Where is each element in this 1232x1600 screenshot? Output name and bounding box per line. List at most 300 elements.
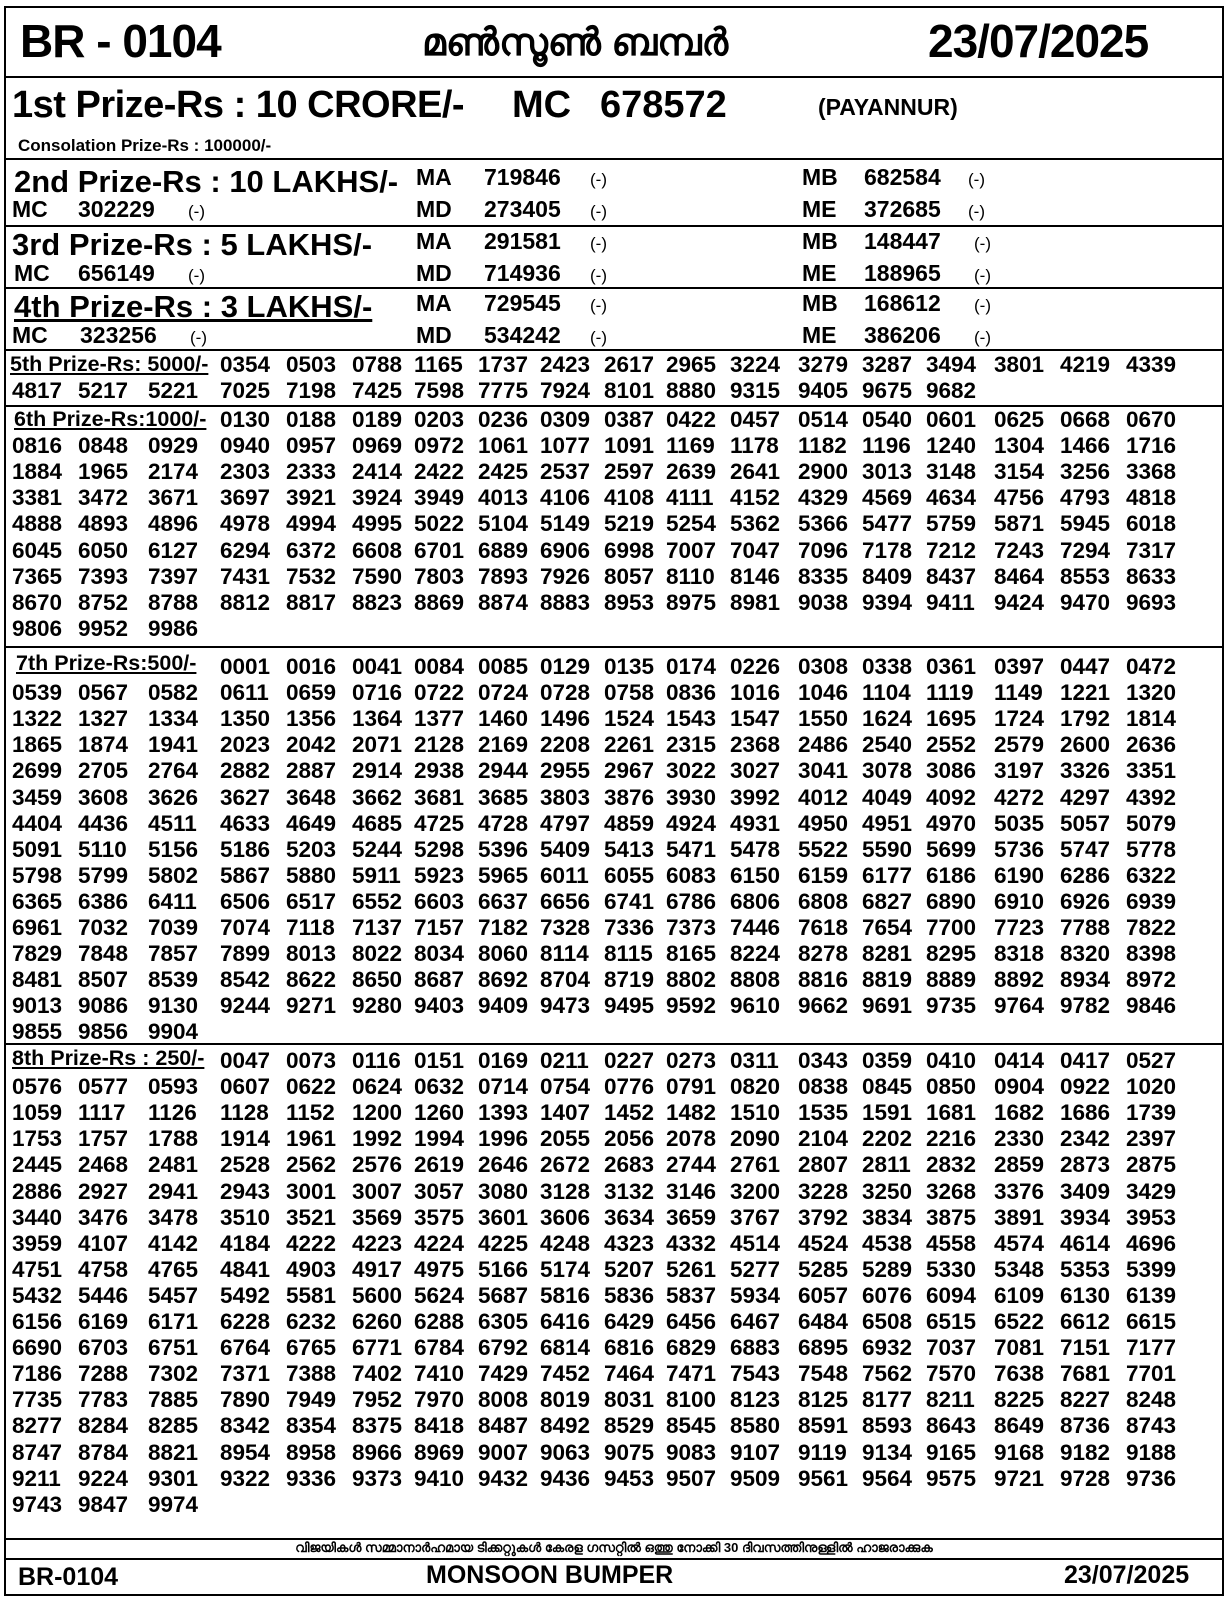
ticket-number: 5880 <box>286 862 337 888</box>
ticket-number: 6508 <box>862 1309 913 1334</box>
prize-number: 682584 <box>864 164 941 190</box>
divider <box>6 1558 1222 1560</box>
ticket-number: 4013 <box>478 485 529 511</box>
ticket-number: 6288 <box>414 1309 465 1334</box>
ticket-number: 7373 <box>666 915 717 940</box>
ticket-number: 8981 <box>730 589 781 615</box>
ticket-number: 3078 <box>862 758 913 784</box>
ticket-number: 7598 <box>414 378 465 404</box>
ticket-number: 8883 <box>540 589 591 615</box>
ticket-number: 7775 <box>478 378 529 404</box>
ticket-number: 9575 <box>926 1465 977 1491</box>
ticket-number: 4152 <box>730 485 781 511</box>
ticket-number: 3197 <box>994 758 1045 784</box>
ticket-number: 4728 <box>478 810 529 836</box>
ticket-number: 4012 <box>798 784 849 810</box>
ticket-number: 1591 <box>862 1100 913 1126</box>
ticket-number: 5353 <box>1060 1256 1111 1282</box>
ticket-number: 8869 <box>414 589 465 615</box>
ticket-number: 4223 <box>352 1230 403 1256</box>
ticket-number: 7151 <box>1060 1335 1111 1361</box>
ticket-number: 4329 <box>798 485 849 511</box>
ticket-number: 3440 <box>12 1204 63 1230</box>
prize-series: MC <box>12 196 48 222</box>
ticket-number: 1994 <box>414 1126 465 1152</box>
ticket-number: 7890 <box>220 1387 271 1413</box>
ticket-number: 8034 <box>414 941 465 967</box>
ticket-number: 7137 <box>352 915 403 940</box>
ticket-number: 2927 <box>78 1178 129 1204</box>
prize-place: (-) <box>968 202 985 221</box>
ticket-number: 7186 <box>12 1361 63 1387</box>
ticket-number: 3022 <box>666 758 717 784</box>
ticket-number: 3250 <box>862 1178 913 1204</box>
ticket-number: 1452 <box>604 1100 655 1126</box>
ticket-number: 9244 <box>220 993 271 1019</box>
ticket-number: 5687 <box>478 1282 529 1308</box>
ticket-number: 2174 <box>148 459 199 485</box>
ticket-number: 1737 <box>478 352 529 377</box>
ticket-number: 9013 <box>12 993 63 1019</box>
ticket-number: 4841 <box>220 1256 271 1282</box>
ticket-number: 0354 <box>220 352 271 377</box>
ticket-number: 4797 <box>540 810 591 836</box>
prize-series: MD <box>416 322 452 348</box>
ticket-number: 2955 <box>540 758 591 784</box>
ticket-number: 6552 <box>352 888 403 914</box>
ticket-number: 7118 <box>286 915 335 940</box>
ticket-number: 0073 <box>286 1048 337 1073</box>
ticket-number: 6127 <box>148 537 199 563</box>
ticket-number: 5261 <box>666 1256 717 1282</box>
ticket-number: 8819 <box>862 967 913 993</box>
ticket-number: 6517 <box>286 888 337 914</box>
ticket-number: 3013 <box>862 459 913 485</box>
ticket-number: 0503 <box>286 352 337 377</box>
ticket-number: 1482 <box>666 1100 717 1126</box>
ticket-number: 6372 <box>286 537 337 563</box>
ticket-number: 7893 <box>478 563 529 589</box>
ticket-number: 7735 <box>12 1387 63 1413</box>
ticket-number: 9410 <box>414 1465 465 1491</box>
ticket-number: 8649 <box>994 1413 1045 1439</box>
ticket-number: 2055 <box>540 1126 591 1152</box>
ticket-number: 0668 <box>1060 407 1111 432</box>
ticket-number: 0632 <box>414 1074 465 1100</box>
ticket-number: 8123 <box>730 1387 781 1413</box>
ticket-number: 6764 <box>220 1335 271 1361</box>
ticket-number: 1016 <box>730 680 781 706</box>
ticket-number: 0539 <box>12 680 63 706</box>
ticket-number: 3575 <box>414 1204 465 1230</box>
ticket-number: 0714 <box>478 1074 529 1100</box>
ticket-number: 2422 <box>414 459 465 485</box>
ticket-number: 0129 <box>540 654 591 679</box>
ticket-number: 6467 <box>730 1309 781 1334</box>
ticket-number: 9743 <box>12 1491 63 1517</box>
draw-title-malayalam: മൺസൂൺ ബമ്പർ <box>422 22 729 64</box>
ticket-number: 7365 <box>12 563 63 589</box>
ticket-number: 5166 <box>478 1256 529 1282</box>
ticket-number: 0838 <box>798 1074 849 1100</box>
ticket-number: 2128 <box>414 732 465 758</box>
ticket-number: 8008 <box>478 1387 529 1413</box>
ticket-number: 9675 <box>862 378 913 404</box>
ticket-number: 6429 <box>604 1309 655 1334</box>
ticket-number: 3268 <box>926 1178 977 1204</box>
ticket-number: 2261 <box>604 732 655 758</box>
ticket-number: 7701 <box>1126 1361 1177 1387</box>
ticket-number: 7899 <box>220 941 271 967</box>
ticket-number: 0041 <box>352 654 403 679</box>
ticket-number: 5747 <box>1060 836 1111 862</box>
ticket-number: 2468 <box>78 1152 129 1178</box>
ticket-number: 0189 <box>352 407 403 432</box>
ticket-number: 3569 <box>352 1204 403 1230</box>
ticket-number: 2597 <box>604 459 655 485</box>
ticket-number: 8318 <box>994 941 1045 967</box>
ticket-number: 4106 <box>540 485 591 511</box>
ticket-number: 7723 <box>994 915 1045 940</box>
prize-series: ME <box>802 260 837 286</box>
ticket-number: 0850 <box>926 1074 977 1100</box>
ticket-number: 4614 <box>1060 1230 1111 1256</box>
divider <box>6 349 1222 351</box>
ticket-number: 2832 <box>926 1152 977 1178</box>
ticket-number: 2104 <box>798 1126 849 1152</box>
ticket-number: 7294 <box>1060 537 1111 563</box>
prize-series: ME <box>802 322 837 348</box>
prize-place: (-) <box>590 296 607 315</box>
ticket-number: 9495 <box>604 993 655 1019</box>
ticket-number: 8437 <box>926 563 977 589</box>
ticket-number: 5477 <box>862 511 913 537</box>
ticket-number: 5396 <box>478 836 529 862</box>
ticket-number: 1260 <box>414 1100 465 1126</box>
ticket-number: 5207 <box>604 1256 655 1282</box>
ticket-number: 1535 <box>798 1100 849 1126</box>
ticket-number: 0514 <box>798 407 849 432</box>
ticket-number: 6656 <box>540 888 591 914</box>
ticket-number: 9721 <box>994 1465 1045 1491</box>
ticket-number: 0016 <box>286 654 337 679</box>
ticket-number: 1965 <box>78 459 129 485</box>
ticket-number: 9806 <box>12 615 63 641</box>
ticket-number: 4524 <box>798 1230 849 1256</box>
ticket-number: 2683 <box>604 1152 655 1178</box>
ticket-number: 7243 <box>994 537 1045 563</box>
ticket-number: 8320 <box>1060 941 1111 967</box>
ticket-number: 5298 <box>414 836 465 862</box>
footer-code: BR-0104 <box>18 1563 119 1591</box>
ticket-number: 0273 <box>666 1048 717 1073</box>
ticket-number: 3608 <box>78 784 129 810</box>
ticket-number: 4903 <box>286 1256 337 1282</box>
ticket-number: 9764 <box>994 993 1045 1019</box>
prize-place: (-) <box>190 328 207 347</box>
ticket-number: 1814 <box>1126 706 1177 732</box>
ticket-number: 3224 <box>730 352 781 377</box>
ticket-number: 0151 <box>414 1048 465 1073</box>
ticket-number: 8670 <box>12 589 63 615</box>
ticket-number: 0135 <box>604 654 655 679</box>
ticket-number: 6083 <box>666 862 717 888</box>
ticket-number: 4092 <box>926 784 977 810</box>
ticket-number: 2636 <box>1126 732 1177 758</box>
ticket-number: 5836 <box>604 1282 655 1308</box>
ticket-number: 1543 <box>666 706 717 732</box>
ticket-number: 4951 <box>862 810 913 836</box>
ticket-number: 4339 <box>1126 352 1177 377</box>
ticket-number: 3924 <box>352 485 403 511</box>
ticket-number: 1240 <box>926 433 977 459</box>
ticket-number: 2764 <box>148 758 199 784</box>
ticket-number: 8752 <box>78 589 129 615</box>
ticket-number: 4793 <box>1060 485 1111 511</box>
footer-date: 23/07/2025 <box>1064 1561 1190 1589</box>
ticket-number: 9856 <box>78 1019 129 1045</box>
ticket-number: 9007 <box>478 1439 529 1465</box>
ticket-number: 5348 <box>994 1256 1045 1282</box>
ticket-number: 1757 <box>78 1126 129 1152</box>
ticket-number: 8529 <box>604 1413 655 1439</box>
ticket-number: 7857 <box>148 941 199 967</box>
ticket-number: 9188 <box>1126 1439 1177 1465</box>
first-prize-number: 678572 <box>600 84 727 126</box>
ticket-number: 5911 <box>352 862 401 888</box>
ticket-number: 1119 <box>926 680 974 706</box>
ticket-number: 5149 <box>540 511 591 537</box>
ticket-number: 7970 <box>414 1387 465 1413</box>
ticket-number: 9211 <box>12 1465 61 1491</box>
ticket-number: 0836 <box>666 680 717 706</box>
ticket-number: 0601 <box>926 407 977 432</box>
ticket-number: 9736 <box>1126 1465 1177 1491</box>
ticket-number: 2481 <box>148 1152 199 1178</box>
ticket-number: 8622 <box>286 967 337 993</box>
prize-number: 534242 <box>484 322 561 348</box>
prize-series: MD <box>416 196 452 222</box>
ticket-number: 3228 <box>798 1178 849 1204</box>
ticket-number: 2368 <box>730 732 781 758</box>
ticket-number: 1320 <box>1126 680 1177 706</box>
ticket-number: 4765 <box>148 1256 199 1282</box>
ticket-number: 8409 <box>862 563 913 589</box>
ticket-number: 1377 <box>414 706 465 732</box>
prize-number: 188965 <box>864 260 941 286</box>
ticket-number: 6169 <box>78 1309 129 1334</box>
ticket-number: 3803 <box>540 784 591 810</box>
ticket-number: 5965 <box>478 862 529 888</box>
ticket-number: 2208 <box>540 732 591 758</box>
ticket-number: 2023 <box>220 732 271 758</box>
ticket-number: 0940 <box>220 433 271 459</box>
ticket-number: 2330 <box>994 1126 1045 1152</box>
ticket-number: 2303 <box>220 459 271 485</box>
ticket-number: 3634 <box>604 1204 655 1230</box>
ticket-number: 1196 <box>862 433 911 459</box>
ticket-number: 8719 <box>604 967 655 993</box>
ticket-number: 7924 <box>540 378 591 404</box>
ticket-number: 0084 <box>414 654 465 679</box>
ticket-number: 3801 <box>994 352 1045 377</box>
ticket-number: 7570 <box>926 1361 977 1387</box>
ticket-number: 5217 <box>78 378 129 404</box>
prize-series: MB <box>802 228 838 254</box>
ticket-number: 9119 <box>798 1439 847 1465</box>
prize-place: (-) <box>590 234 607 253</box>
ticket-number: 2216 <box>926 1126 977 1152</box>
ticket-number: 8633 <box>1126 563 1177 589</box>
ticket-number: 7182 <box>478 915 529 940</box>
ticket-number: 6961 <box>12 915 63 940</box>
prize-place: (-) <box>590 202 607 221</box>
ticket-number: 0659 <box>286 680 337 706</box>
sixth-prize-label: 6th Prize-Rs:1000/- <box>14 407 207 431</box>
ticket-number: 8892 <box>994 967 1045 993</box>
ticket-number: 3930 <box>666 784 717 810</box>
ticket-number: 0309 <box>540 407 591 432</box>
ticket-number: 8101 <box>604 378 655 404</box>
ticket-number: 7025 <box>220 378 271 404</box>
ticket-number: 6260 <box>352 1309 403 1334</box>
ticket-number: 1788 <box>148 1126 199 1152</box>
ticket-number: 6109 <box>994 1282 1045 1308</box>
ticket-number: 7618 <box>798 915 849 940</box>
ticket-number: 9063 <box>540 1439 591 1465</box>
ticket-number: 7081 <box>994 1335 1045 1361</box>
ticket-number: 6690 <box>12 1335 63 1361</box>
ticket-number: 5186 <box>220 836 271 862</box>
ticket-number: 6751 <box>148 1335 199 1361</box>
ticket-number: 3959 <box>12 1230 63 1256</box>
ticket-number: 1393 <box>478 1100 529 1126</box>
ticket-number: 3875 <box>926 1204 977 1230</box>
ticket-number: 8823 <box>352 589 403 615</box>
ticket-number: 4248 <box>540 1230 591 1256</box>
ticket-number: 7039 <box>148 915 199 940</box>
ticket-number: 4436 <box>78 810 129 836</box>
ticket-number: 5289 <box>862 1256 913 1282</box>
ticket-number: 8211 <box>926 1387 975 1413</box>
ticket-number: 3685 <box>478 784 529 810</box>
ticket-number: 1165 <box>414 352 463 377</box>
ticket-number: 1350 <box>220 706 271 732</box>
ticket-number: 5471 <box>666 836 717 862</box>
ticket-number: 5736 <box>994 836 1045 862</box>
ticket-number: 3476 <box>78 1204 129 1230</box>
ticket-number: 4111 <box>666 485 714 511</box>
ticket-number: 2811 <box>862 1152 911 1178</box>
ticket-number: 1077 <box>540 433 591 459</box>
prize-place: (-) <box>590 170 607 189</box>
ticket-number: 7431 <box>220 563 271 589</box>
ticket-number: 0130 <box>220 407 271 432</box>
ticket-number: 7446 <box>730 915 781 940</box>
ticket-number: 9271 <box>286 993 337 1019</box>
prize-place: (-) <box>590 328 607 347</box>
ticket-number: 7700 <box>926 915 977 940</box>
ticket-number: 1524 <box>604 706 655 732</box>
ticket-number: 8342 <box>220 1413 271 1439</box>
ticket-number: 9904 <box>148 1019 199 1045</box>
ticket-number: 8889 <box>926 967 977 993</box>
ticket-number: 2562 <box>286 1152 337 1178</box>
prize-series: MC <box>12 322 48 348</box>
ticket-number: 0414 <box>994 1048 1045 1073</box>
ticket-number: 9301 <box>148 1465 199 1491</box>
ticket-number: 6786 <box>666 888 717 914</box>
ticket-number: 4272 <box>994 784 1045 810</box>
ticket-number: 4758 <box>78 1256 129 1282</box>
ticket-number: 1061 <box>478 433 529 459</box>
ticket-number: 9610 <box>730 993 781 1019</box>
ticket-number: 8958 <box>286 1439 337 1465</box>
ticket-number: 1874 <box>78 732 129 758</box>
ticket-number: 0085 <box>478 654 529 679</box>
ticket-number: 9130 <box>148 993 199 1019</box>
ticket-number: 6771 <box>352 1335 403 1361</box>
ticket-number: 1117 <box>78 1100 126 1126</box>
ticket-number: 5285 <box>798 1256 849 1282</box>
ticket-number: 6322 <box>1126 862 1177 888</box>
ticket-number: 0047 <box>220 1048 271 1073</box>
ticket-number: 7829 <box>12 941 63 967</box>
ticket-number: 2944 <box>478 758 529 784</box>
ticket-number: 3200 <box>730 1178 781 1204</box>
ticket-number: 0311 <box>730 1048 779 1073</box>
ticket-number: 2965 <box>666 352 717 377</box>
ticket-number: 6932 <box>862 1335 913 1361</box>
ticket-number: 7198 <box>286 378 337 404</box>
ticket-number: 6416 <box>540 1309 591 1334</box>
second-prize-label: 2nd Prize-Rs : 10 LAKHS/- <box>14 164 399 199</box>
ticket-number: 9855 <box>12 1019 63 1045</box>
ticket-number: 3368 <box>1126 459 1177 485</box>
ticket-number: 9432 <box>478 1465 529 1491</box>
ticket-number: 4995 <box>352 511 403 537</box>
ticket-number: 3478 <box>148 1204 199 1230</box>
seventh-prize-label: 7th Prize-Rs:500/- <box>16 651 197 675</box>
ticket-number: 0625 <box>994 407 1045 432</box>
ticket-number: 8224 <box>730 941 781 967</box>
gazette-notice: വിജയികൾ സമ്മാനാർഹമായ ടിക്കറ്റുകൾ കേരള ഗസറ്റിൽ ഒത്തു നോക്കി 30 ദിവസത്തിനുള്ളിൽ ഹാജരാക്കുക <box>295 1540 933 1555</box>
ticket-number: 4222 <box>286 1230 337 1256</box>
ticket-number: 5035 <box>994 810 1045 836</box>
ticket-number: 9134 <box>862 1439 913 1465</box>
ticket-number: 0972 <box>414 433 465 459</box>
ticket-number: 4634 <box>926 485 977 511</box>
ticket-number: 2900 <box>798 459 849 485</box>
prize-number: 372685 <box>864 196 941 222</box>
consolation-prize: Consolation Prize-Rs : 100000/- <box>18 136 272 155</box>
ticket-number: 8375 <box>352 1413 403 1439</box>
ticket-number: 6814 <box>540 1335 591 1361</box>
ticket-number: 2342 <box>1060 1126 1111 1152</box>
ticket-number: 4049 <box>862 784 913 810</box>
ticket-number: 8542 <box>220 967 271 993</box>
ticket-number: 0116 <box>352 1048 401 1073</box>
ticket-number: 0227 <box>604 1048 655 1073</box>
ticket-number: 0622 <box>286 1074 337 1100</box>
ticket-number: 5156 <box>148 836 199 862</box>
ticket-number: 6156 <box>12 1309 63 1334</box>
ticket-number: 0607 <box>220 1074 271 1100</box>
ticket-number: 3459 <box>12 784 63 810</box>
ticket-number: 3351 <box>1126 758 1177 784</box>
ticket-number: 1322 <box>12 706 63 732</box>
ticket-number: 4859 <box>604 810 655 836</box>
